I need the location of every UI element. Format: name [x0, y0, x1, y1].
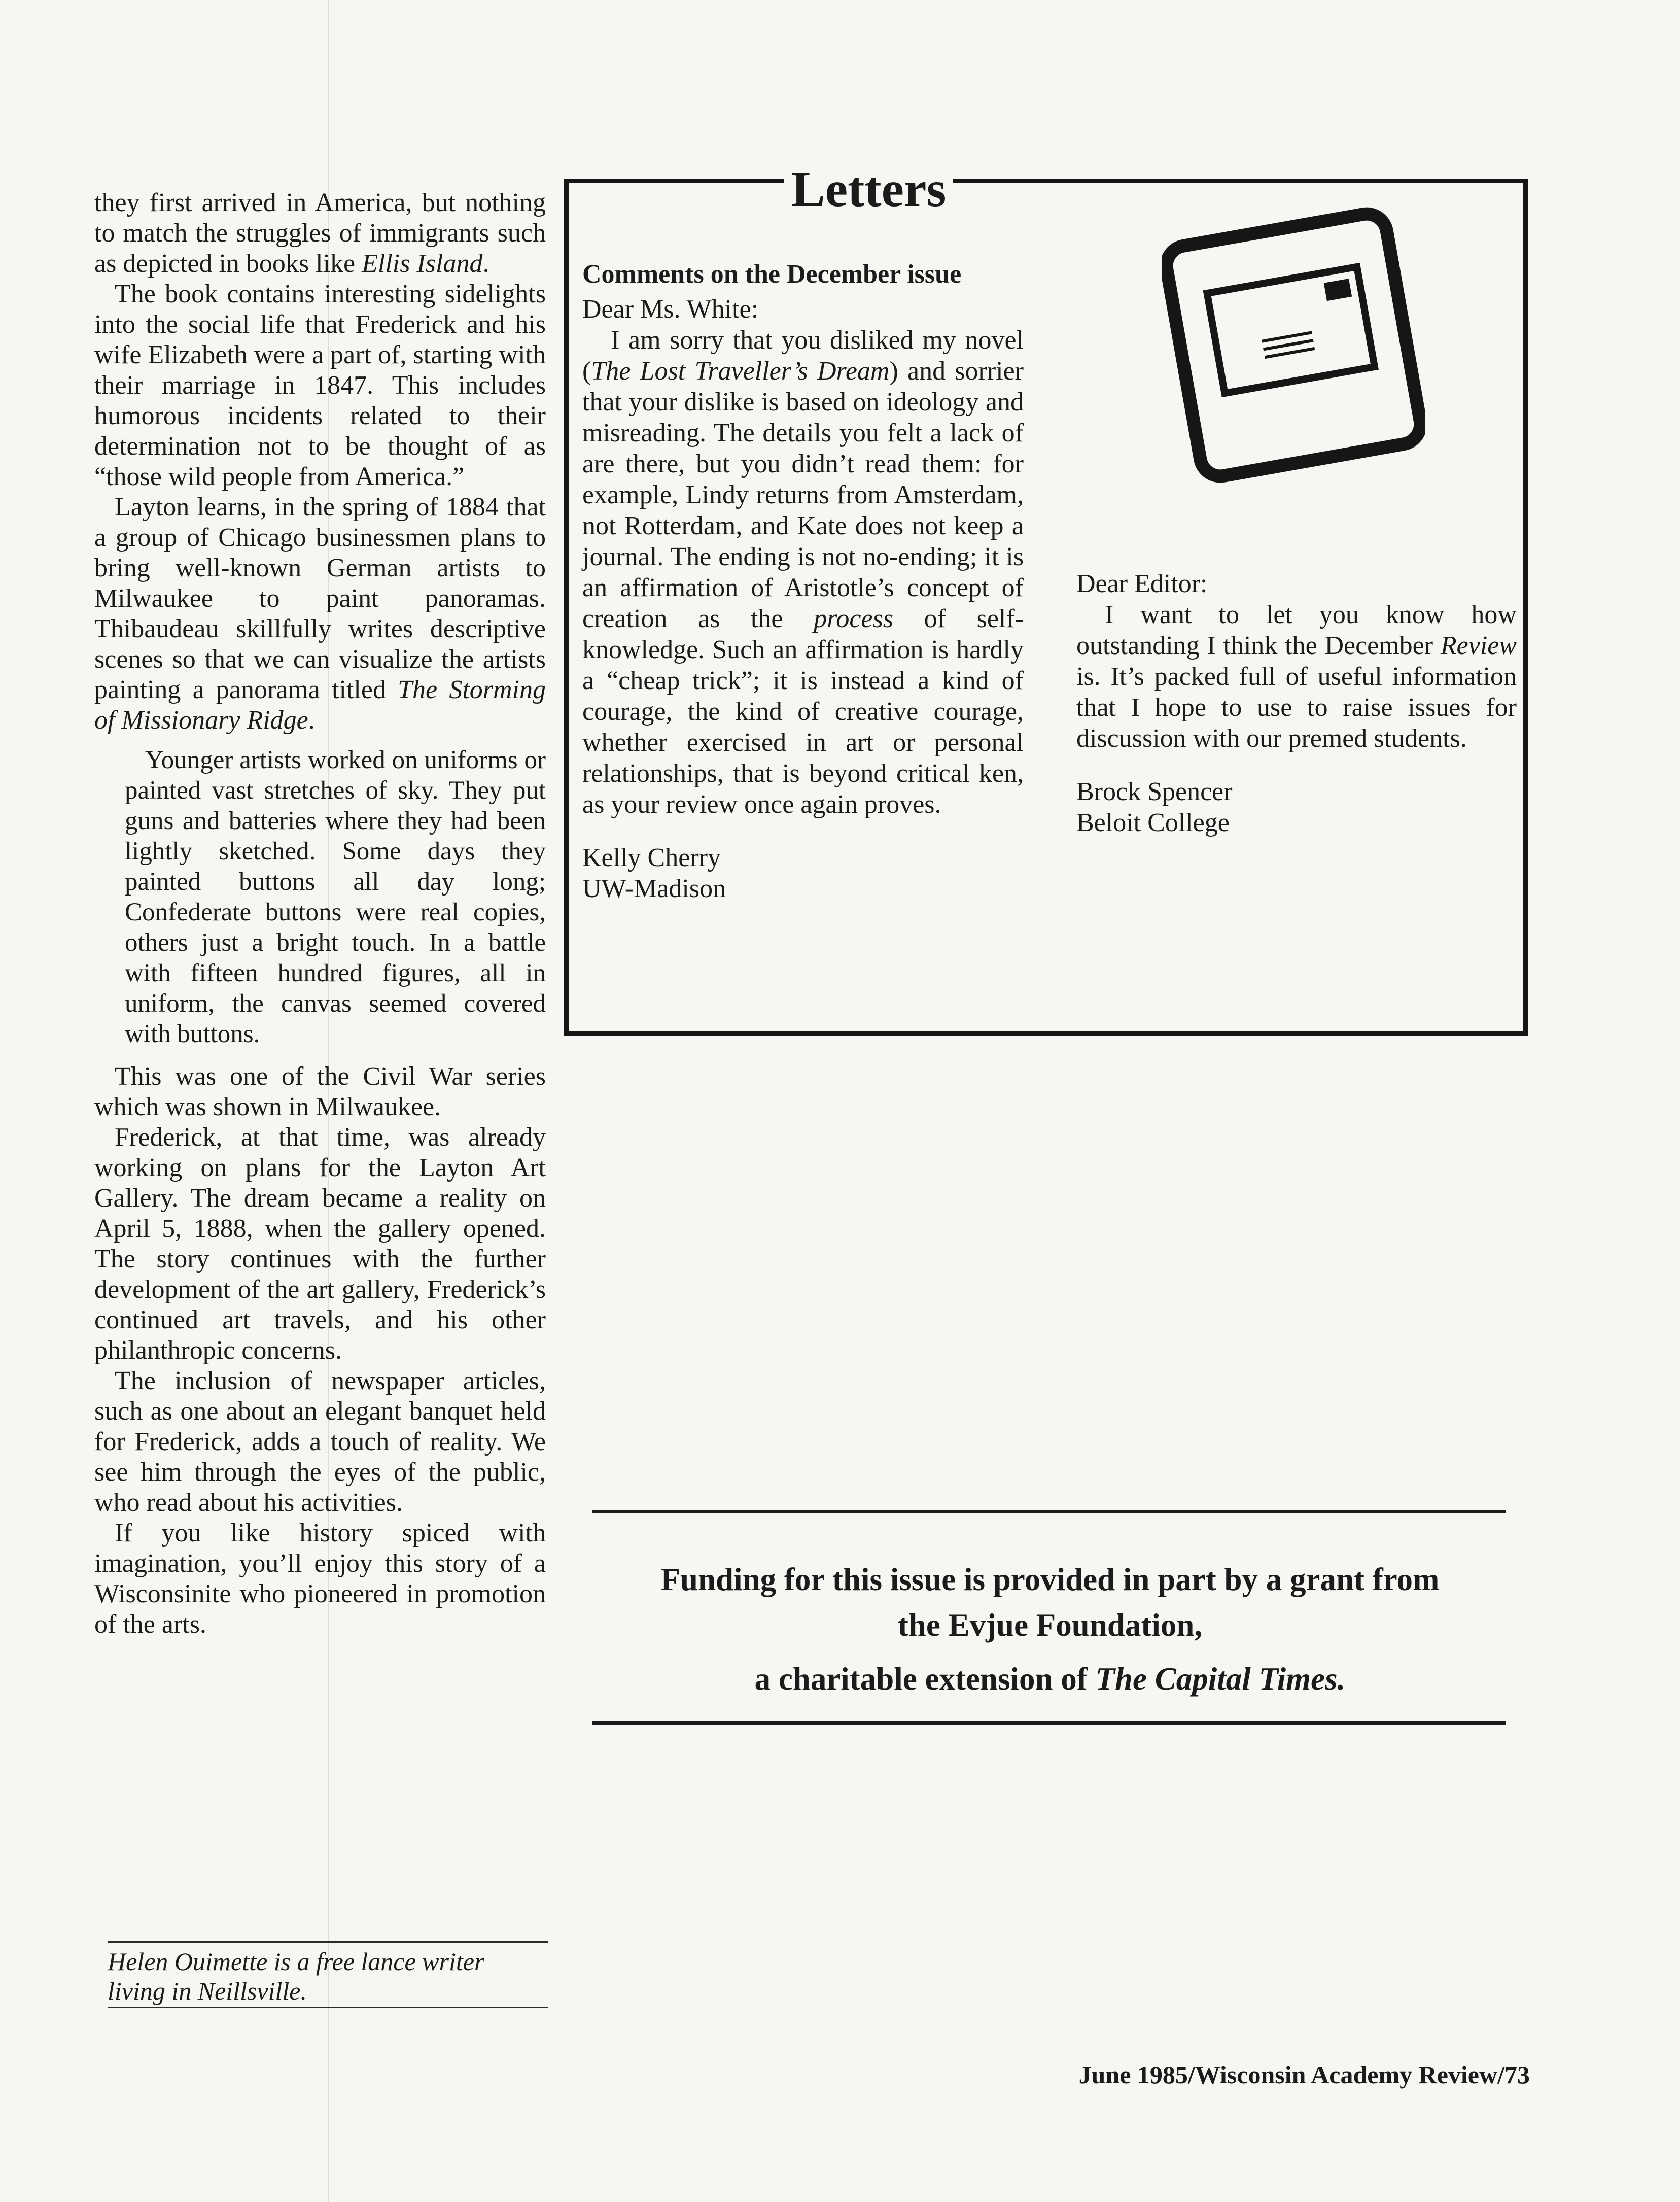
- letter-signature-name: Brock Spencer: [1076, 777, 1233, 806]
- letter-heading: Comments on the December issue: [582, 260, 962, 289]
- review-paragraph-6: Frederick, at that time, was already working on plans for the Layton Art Gallery. The dream became a reality on April 5, 1888, when the gallery opened. The story continues with the further development of the art gallery, Frederick’s continued art travels, and his other philanthropic concerns.: [94, 1123, 546, 1365]
- funding-rule-bottom: [592, 1721, 1506, 1725]
- letters-title: Letters: [784, 161, 953, 217]
- envelope-icon: [1162, 203, 1425, 487]
- review-block-quote: Younger artists worked on uniforms or painted vast stretches of sky. They put guns and batteries where they had been lightly sketched. Some days they painted buttons all day long; Confederate buttons were real copies, others just a bright touch. In a battle with fifteen hundred figures, all in uniform, the canvas seemed covered with buttons.: [125, 746, 546, 1048]
- review-paragraph-5: This was one of the Civil War series which was shown in Milwaukee.: [94, 1062, 546, 1121]
- review-paragraph-7: The inclusion of newspaper articles, such as one about an elegant banquet held for Frederick, adds a touch of reality. We see him through the eyes of the public, who read about his activities.: [94, 1366, 546, 1517]
- review-paragraph-1: they first arrived in America, but nothing to match the struggles of immigrants such as depicted in books like Ellis Island.: [94, 188, 546, 278]
- page-footer: June 1985/Wisconsin Academy Review/73: [1078, 2060, 1530, 2089]
- funding-rule-top: [592, 1510, 1506, 1513]
- letter-signature-affiliation: UW-Madison: [582, 874, 726, 903]
- review-paragraph-8: If you like history spiced with imagination, you’ll enjoy this story of a Wisconsinite who pioneered in promotion of the arts.: [94, 1519, 546, 1639]
- letter-body: I am sorry that you disliked my novel (The Lost Traveller’s Dream) and sorrier that your dislike is based on ideology and misreading. The details you felt a lack of are there, but you didn’t read them: for example, Lindy returns from Amsterdam, not Rotterdam, and Kate does not keep a journal. The ending is not no-ending; it is an affirmation of Aristotle’s concept of creation as the process of self-knowledge. Such an affirmation is hardly a “cheap trick”; it is instead a kind of courage, the kind of creative courage, whether exercised in art or personal relationships, that is beyond critical ken, as your review once again proves.: [582, 326, 1024, 819]
- review-column: [94, 188, 546, 1640]
- letter-salutation: Dear Editor:: [1076, 569, 1208, 598]
- funding-line-1: Funding for this issue is provided in part by a grant from: [660, 1562, 1440, 1597]
- funding-line-3: a charitable extension of The Capital Times.: [754, 1661, 1346, 1697]
- letter-spencer: [1076, 568, 1517, 838]
- letter-salutation: Dear Ms. White:: [582, 295, 759, 324]
- funding-notice: [583, 1557, 1517, 1702]
- letter-signature-name: Kelly Cherry: [582, 843, 721, 872]
- letter-cherry: [582, 259, 1024, 904]
- letter-body: I want to let you know how outstanding I think the December Review is. It’s packed full of useful information that I hope to use to raise issues for discussion with our premed students.: [1076, 600, 1517, 753]
- letter-signature-affiliation: Beloit College: [1076, 808, 1230, 837]
- author-bio: Helen Ouimette is a free lance writer living in Neillsville.: [108, 1941, 548, 2008]
- funding-line-2: the Evjue Foundation,: [897, 1607, 1203, 1643]
- review-paragraph-2: The book contains interesting sidelights into the social life that Frederick and his wife Elizabeth were a part of, starting with their marriage in 1847. This includes humorous incidents related to their determination not to be thought of as “those wild people from America.”: [94, 280, 546, 491]
- review-paragraph-3: Layton learns, in the spring of 1884 that a group of Chicago businessmen plans to bring well-known German artists to Milwaukee to paint panoramas. Thibaudeau skillfully writes descriptive scenes so that we can visualize the artists painting a panorama titled The Storming of Missionary Ridge.: [94, 493, 546, 735]
